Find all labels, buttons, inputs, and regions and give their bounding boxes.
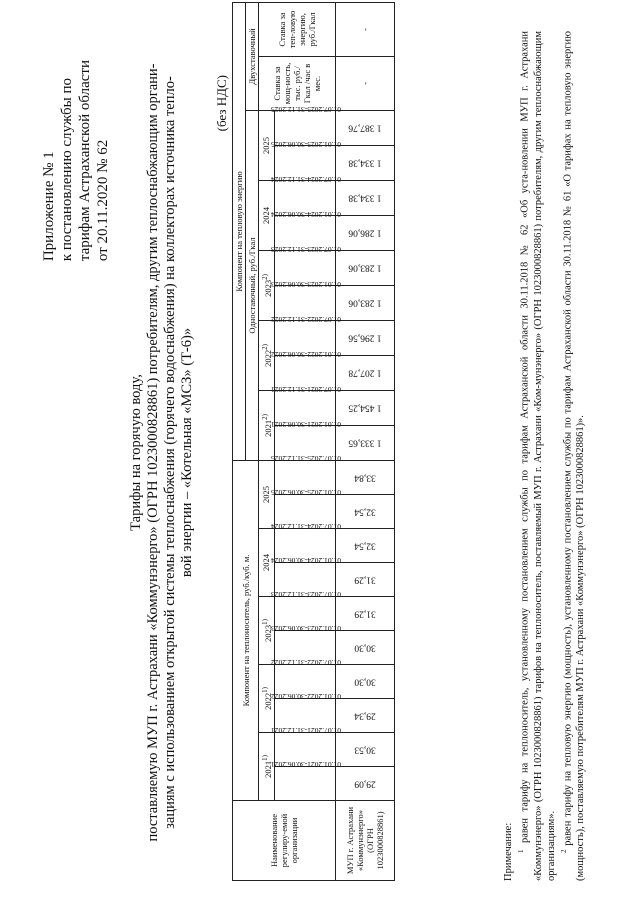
carrier-value-cell [335,665,394,699]
period-label: 01.01.2023-30.06.2023 [270,279,341,289]
thermal-value-cell-text: 1 454,25 [348,402,382,413]
title-line: поставляемую МУП г. Астрахани «Коммунэнерго» (ОГРН 1023000828861) потребителям, другим теплоснабжающим органи- [145,63,161,842]
carrier-value-cell [335,563,394,597]
period-label: 01.07.2025-31.12.2025 [270,104,341,114]
thermal-value-cell [335,285,394,320]
period-label: 01.01.2021-30.06.2021 [270,419,341,429]
year-footnote-mark: 2) [261,344,269,350]
header-energy-rate: Ставка за теп-ловую энергию, руб./Гкал [259,2,336,56]
thermal-value-cell [335,215,394,250]
year-label: 2023 [262,624,273,642]
thermal-value-cell-text: 1 334,38 [348,192,382,203]
header-carrier: Компонент на теплоноситель, руб./куб. м. [233,460,259,800]
thermal-value-cell [335,110,394,145]
year-label: 2024 [261,554,272,571]
note-2-text: равен тарифу на тепловую энергию (мощность), установленному постановлением службы по тарифам Астраханской области 30.11.2018 № 61 «О тарифах на тепловую энергию (мощность), поставляемую потребителям МУП г. Астрахани «Коммунэнерго» (ОГРН 1023000828861)». [562,31,586,881]
appendix-line: Приложение № 1 [41,151,57,262]
thermal-value-cell [335,355,394,390]
thermal-value-cell-text: 1 387,76 [348,122,382,133]
year-label: 2021 [262,760,273,778]
carrier-value-cell [335,597,394,631]
vat-note: (без НДС) [214,75,229,132]
thermal-value-cell-text: 1 283,06 [348,262,382,273]
period-label: 01.07.2024-31.12.2024 [270,174,341,184]
carrier-value-cell [335,733,394,767]
year-label: 2025 [261,136,272,154]
thermal-value-cell-text: 1 283,06 [348,297,382,308]
period-label: 01.07.2022-31.12.2022 [270,314,341,324]
period-label: 01.07.2024-31.12.2024 [270,522,341,531]
note-1-text: равен тарифу на теплоноситель, установленному постановлением службы по тарифам Астраханской области 30.11.2018 № 62 «Об уста-новлении МУП г. Астрахани «Коммунэнерго» (ОГРН 1023000828861) тарифов на теплоноситель, поставляемый МУП г. Астрахани «Ком-мунэнерго» (ОГРН 1023000828861) потребителям, другим теплоснабжающим организациям». [519,31,557,881]
year-label: 2024 [261,206,272,224]
year-footnote-mark: 1) [261,619,269,625]
period-label: 01.01.2023-30.06.2023 [270,624,341,633]
thermal-value-cell [335,145,394,180]
period-label: 01.01.2021-30.06.2021 [270,760,341,769]
year-footnote-mark: 1) [261,687,269,693]
carrier-value-cell-text: 33,84 [354,472,377,483]
appendix-line: от 20.11.2020 № 62 [95,139,111,262]
title-line: зациям с использованием открытой системы теплоснабжения (горячего водоснабжения) на коллекторах источника тепло- [162,76,178,829]
notes-heading: Примечание: [503,822,514,881]
thermal-value-cell [335,320,394,355]
thermal-value-cell-text: 1 296,56 [348,332,382,343]
year-footnote-mark: 1) [261,755,269,761]
header-thermal: Компонент на тепловую энергию [233,2,246,460]
carrier-value-cell [335,699,394,733]
carrier-value-cell-text: 31,29 [354,608,377,619]
thermal-value-cell [335,250,394,285]
period-label: 01.01.2024-30.06.2024 [270,209,341,219]
year-label: 2021 [262,419,273,437]
period-label: 01.01.2025-30.06.2025 [270,488,341,497]
year-label: 2022 [262,349,273,367]
period-label: 01.07.2025-31.12.2025 [270,454,341,463]
carrier-value-cell-text: 29,09 [354,778,377,789]
thermal-value-cell [335,390,394,425]
appendix-line: тарифам Астраханской области [77,60,93,262]
org-name-cell: МУП г. Астрахани «Коммунэнерго» (ОГРН 1023000828861) [335,801,394,881]
thermal-value-cell-text: 1 207,78 [348,367,382,378]
note-1-mark: 1 [517,849,525,853]
title-line: Тарифы на горячую воду, [128,374,144,531]
period-label: 01.01.2022-30.06.2022 [270,692,341,701]
capacity-value-cell: - [335,56,394,110]
carrier-value-cell-text: 29,34 [354,710,377,721]
note-2 [558,31,588,881]
header-two-rate: Двухставочный [246,2,259,110]
header-capacity-rate: Ставка за мощ-ность, тыс. руб./Гкал /час в мес. [259,56,336,110]
period-label: 01.07.2023-31.12.2023 [270,590,341,599]
thermal-value-cell-text: 1 333,65 [348,437,382,448]
period-label: 01.01.2024-30.06.2024 [270,556,341,565]
carrier-value-cell-text: 30,30 [354,642,377,653]
carrier-value-cell-text: 32,54 [354,540,377,551]
thermal-value-cell-text: 1 286,06 [348,227,382,238]
carrier-value-cell [335,767,394,801]
year-label: 2025 [261,486,272,503]
year-footnote-mark: 2) [261,414,269,420]
year-label: 2022 [262,692,273,710]
header-single-rate: Одноставочный, руб./Гкал [246,110,259,460]
year-label: 2023 [262,279,273,297]
period-label: 01.07.2022-31.12.2022 [270,658,341,667]
note-2-mark: 2 [559,849,568,853]
tariff-table [232,2,395,881]
document-title [128,30,196,875]
energy-value-cell: - [335,2,394,56]
carrier-value-cell-text: 30,53 [354,744,377,755]
period-label: 01.01.2022-30.06.2022 [270,349,341,359]
notes-block [502,31,587,881]
carrier-value-cell [335,631,394,665]
thermal-value-cell [335,425,394,460]
carrier-value-cell-text: 31,29 [354,574,377,585]
header-org: Наименование регулиру-емой организации [233,801,336,881]
year-footnote-mark: 2) [261,274,269,280]
thermal-value-cell [335,180,394,215]
carrier-value-cell [335,529,394,563]
period-label: 01.01.2025-30.06.2025 [270,139,341,149]
carrier-value-cell [335,460,394,494]
carrier-value-cell-text: 32,54 [354,506,377,517]
appendix-line: к постановлению службы по [59,77,75,262]
note-1 [515,31,558,881]
period-label: 01.07.2023-31.12.2023 [270,244,341,254]
period-label: 01.07.2021-31.12.2021 [270,726,341,735]
carrier-value-cell [335,495,394,529]
thermal-value-cell-text: 1 334,38 [348,157,382,168]
period-header [270,760,341,801]
carrier-value-cell-text: 30,30 [354,676,377,687]
appendix-block [40,60,112,261]
period-label: 01.07.2021-31.12.2021 [270,384,341,394]
title-line: вой энергии – «Котельная «МСЗ» (Т-6)» [179,327,195,578]
